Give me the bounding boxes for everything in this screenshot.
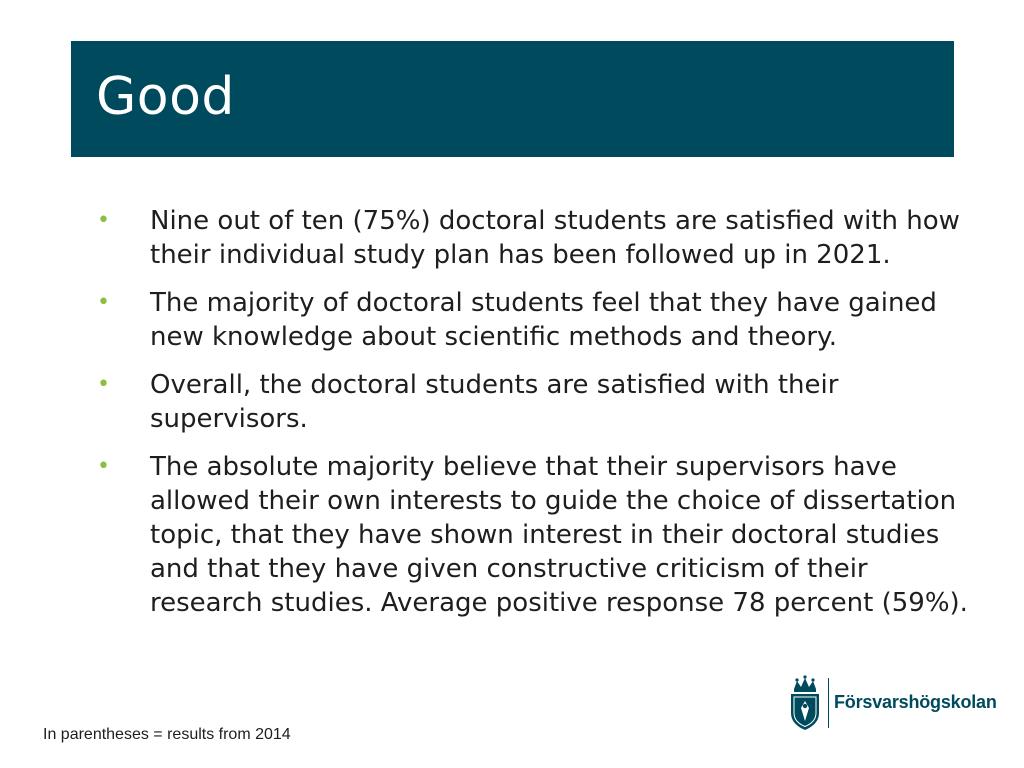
list-item [97,286,972,354]
crown-shield-icon [788,675,822,731]
list-item [97,204,972,272]
bullet-text: Overall, the doctoral students are satisfied with their supervisors. [150,370,839,434]
bullet-text: The absolute majority believe that their supervisors have allowed their own interests to guide the choice of dissertation topic, that they have shown interest in their doctoral studies and that they have given constructive criticism of their research studies. Average positive response 78 percent (59%). [150,452,968,618]
list-item [97,368,972,436]
bullet-icon: • [97,372,110,397]
bullet-list [97,204,972,634]
bullet-icon: • [97,454,110,479]
bullet-text: The majority of doctoral students feel that they have gained new knowledge about scientific methods and theory. [150,288,937,352]
list-item [97,450,972,620]
footnote: In parentheses = results from 2014 [43,726,291,743]
organization-logo [788,675,998,731]
bullet-icon: • [97,290,110,315]
slide-title: Good [96,67,235,127]
bullet-text: Nine out of ten (75%) doctoral students are satisfied with how their individual study plan has been followed up in 2021. [150,206,960,270]
logo-text: Försvarshögskolan [834,692,997,712]
bullet-icon: • [97,208,110,233]
logo-divider [828,678,829,728]
title-bar [71,41,954,157]
